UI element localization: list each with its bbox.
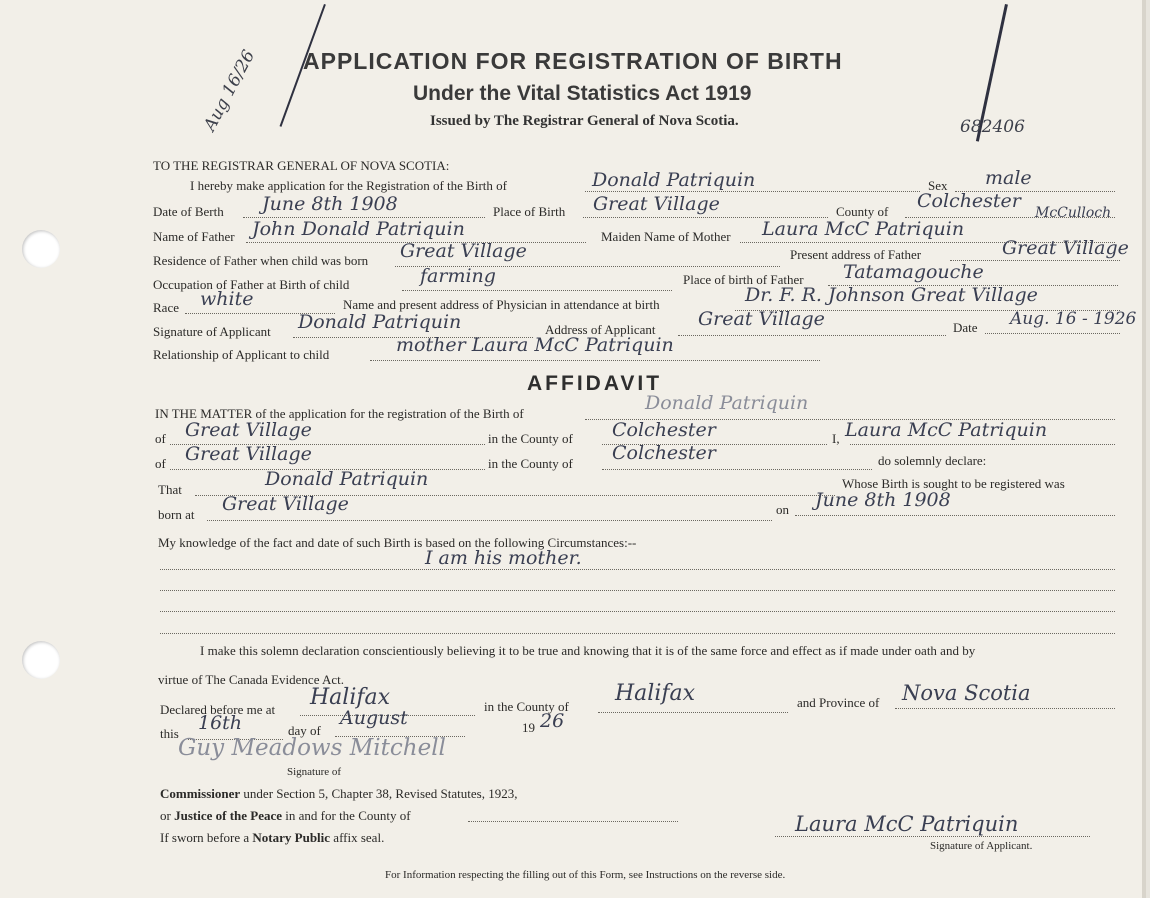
father-birthplace-value: Tatamagouche (843, 261, 984, 283)
page-edge (1142, 0, 1146, 898)
relationship-label: Relationship of Applicant to child (153, 347, 330, 362)
child-name-value: Donald Patriquin (592, 169, 756, 191)
applicant-signature-line (775, 836, 1090, 837)
declared-county-value: Halifax (615, 681, 696, 706)
applicant-signature-label: Signature of Applicant. (930, 840, 1033, 852)
notary-prefix: If sworn before a (160, 830, 250, 845)
sex-label: Sex (928, 178, 948, 193)
of1-value: Great Village (185, 419, 312, 441)
justice-text: in and for the County of (285, 808, 411, 823)
residence-value: Great Village (400, 240, 527, 262)
on-line (795, 515, 1115, 516)
commissioner-signature: Guy Meadows Mitchell (178, 735, 446, 761)
affidavit-heading: AFFIDAVIT (527, 372, 663, 395)
occupation-value: farming (420, 265, 496, 287)
that-label: That (158, 482, 182, 497)
occupation-label: Occupation of Father at Birth of child (153, 277, 350, 292)
applicant-address-value: Great Village (698, 308, 825, 330)
declared-label: Declared before me at (160, 702, 276, 717)
form-subtitle: Under the Vital Statistics Act 1919 (413, 82, 752, 105)
father-label: Name of Father (153, 229, 235, 244)
occupation-line (402, 290, 672, 291)
matter-label: IN THE MATTER of the application for the registration of the Birth of (155, 406, 524, 421)
province-value: Nova Scotia (902, 681, 1031, 705)
relationship-line (370, 360, 820, 361)
whose-birth-label: Whose Birth is sought to be registered was (842, 476, 1065, 491)
date-of-birth-label: Date of Berth (153, 204, 224, 219)
date-label: Date (953, 320, 978, 335)
day-of-label: day of (288, 723, 321, 738)
on-label: on (776, 502, 789, 517)
born-at-value: Great Village (222, 493, 349, 515)
born-at-label: born at (158, 507, 195, 522)
declared-place-value: Halifax (310, 685, 391, 710)
mother-maiden-label: Maiden Name of Mother (601, 229, 731, 244)
of2-label: of (155, 456, 166, 471)
punch-hole-top (22, 230, 60, 268)
circumstance-line-2 (160, 590, 1115, 591)
applicant-signature: Laura McC Patriquin (795, 812, 1019, 836)
form-title: APPLICATION FOR REGISTRATION OF BIRTH (303, 48, 843, 74)
circumstance-value: I am his mother. (425, 547, 582, 569)
that-value: Donald Patriquin (265, 468, 429, 490)
place-of-birth-label: Place of Birth (493, 204, 566, 219)
father-value: John Donald Patriquin (252, 218, 465, 240)
signature-label: Signature of Applicant (153, 324, 271, 339)
child-name-line (585, 191, 920, 192)
sex-value: male (985, 167, 1032, 189)
this-label: this (160, 726, 179, 741)
declared-county-line (598, 712, 788, 713)
county-value: Colchester (917, 190, 1021, 212)
date-line (985, 333, 1120, 334)
born-at-line (207, 520, 772, 521)
date-of-birth-value: June 8th 1908 (262, 193, 398, 215)
of2-value: Great Village (185, 443, 312, 465)
date-value: Aug. 16 - 1926 (1010, 309, 1137, 329)
physician-label: Name and present address of Physician in attendance at birth (343, 297, 660, 312)
applicant-address-label: Address of Applicant (545, 322, 656, 337)
signature-value: Donald Patriquin (298, 311, 462, 333)
province-line (895, 708, 1115, 709)
county2-line (602, 469, 872, 470)
relationship-value: mother Laura McC Patriquin (396, 334, 674, 356)
matter-value: Donald Patriquin (645, 392, 809, 414)
intro-label: I hereby make application for the Registration of the Birth of (190, 178, 507, 193)
declarant-line (850, 444, 1115, 445)
race-value: white (200, 288, 254, 310)
year-prefix: 19 (522, 720, 535, 735)
commissioner-label: Commissioner (160, 786, 241, 801)
knowledge-label: My knowledge of the fact and date of such Birth is based on the following Circumstances:-- (158, 535, 637, 550)
footer-info: For Information respecting the filling out of this Form, see Instructions on the reverse side. (385, 869, 786, 881)
province-label: and Province of (797, 695, 880, 710)
on-value: June 8th 1908 (815, 489, 951, 511)
registration-number: 682406 (960, 117, 1025, 137)
or-label: or (160, 808, 171, 823)
declaration-line-1: I make this solemn declaration conscientiously believing it to be true and knowing that it is of the same force and effect as if made under oath and by (200, 643, 976, 658)
circumstance-line-3 (160, 611, 1115, 612)
i-label: I, (832, 431, 840, 446)
present-address-label: Present address of Father (790, 247, 922, 262)
declarant-value: Laura McC Patriquin (845, 419, 1048, 441)
signature-of-label: Signature of (287, 766, 342, 778)
day-value: 16th (198, 712, 243, 734)
declaration-line-2: virtue of The Canada Evidence Act. (158, 672, 345, 687)
justice-county-line (468, 821, 678, 822)
year-value: 26 (540, 710, 565, 732)
physician-value: Dr. F. R. Johnson Great Village (745, 284, 1038, 306)
notary-suffix: affix seal. (333, 830, 385, 845)
circumstance-line-4 (160, 633, 1115, 634)
month-value: August (340, 707, 408, 729)
notary-label: Notary Public (252, 830, 331, 845)
residence-label: Residence of Father when child was born (153, 253, 369, 268)
applicant-address-line (678, 335, 946, 336)
margin-date-note: Aug 16/26 (200, 46, 260, 135)
solemnly-label: do solemnly declare: (878, 453, 987, 468)
county1-value: Colchester (612, 419, 716, 441)
county2-value: Colchester (612, 442, 716, 464)
commissioner-text: under Section 5, Chapter 38, Revised Statutes, 1923, (243, 786, 518, 801)
punch-hole-bottom (22, 641, 60, 679)
mother-maiden-correction: McCulloch (1035, 205, 1112, 221)
circumstance-line-1 (160, 569, 1115, 570)
addressee: TO THE REGISTRAR GENERAL OF NOVA SCOTIA: (153, 158, 450, 173)
of1-label: of (155, 431, 166, 446)
county1-label: in the County of (488, 431, 573, 446)
race-label: Race (153, 300, 179, 315)
declared-county-label: in the County of (484, 699, 569, 714)
justice-label: Justice of the Peace (174, 808, 283, 823)
mother-maiden-value: Laura McC Patriquin (762, 218, 965, 240)
present-address-value: Great Village (1002, 237, 1129, 259)
county2-label: in the County of (488, 456, 573, 471)
county-label: County of (836, 204, 889, 219)
issued-by: Issued by The Registrar General of Nova Scotia. (430, 113, 739, 129)
place-of-birth-value: Great Village (593, 193, 720, 215)
father-birthplace-label: Place of birth of Father (683, 272, 804, 287)
